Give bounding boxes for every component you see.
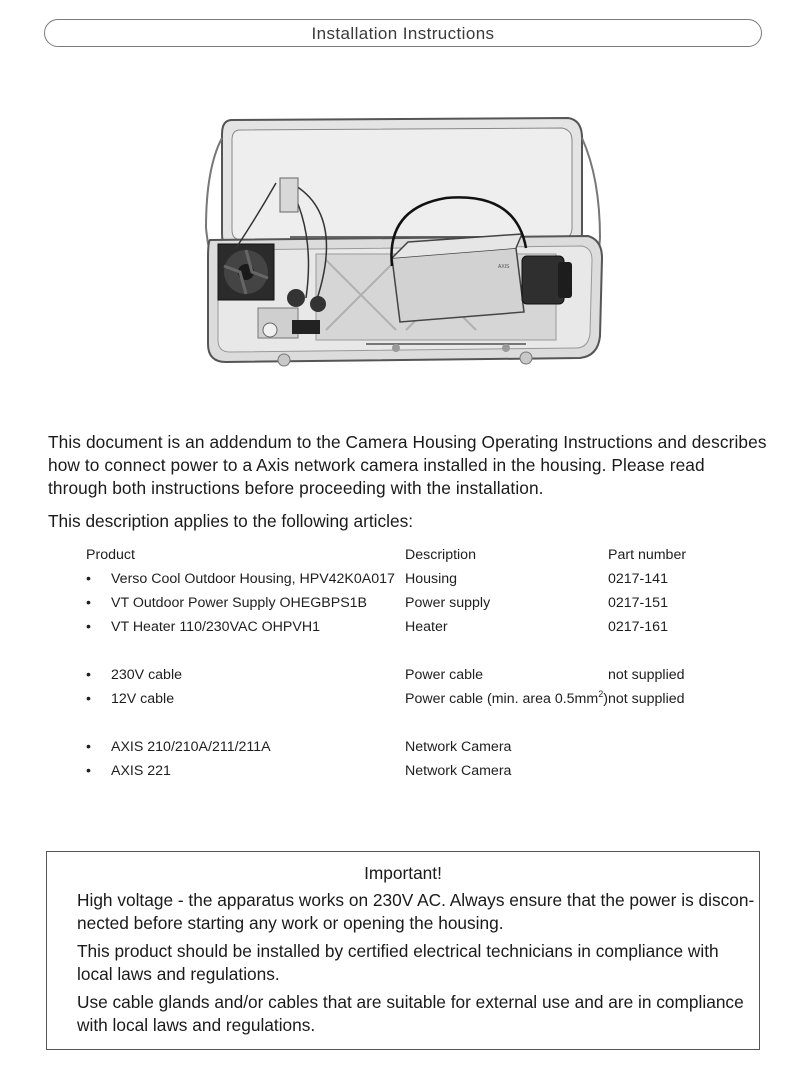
- articles-header-row: [86, 544, 726, 568]
- table-row: [86, 568, 726, 592]
- bullet: •: [86, 691, 91, 707]
- part-number: 0217-151: [608, 595, 668, 611]
- header-product: Product: [86, 547, 135, 563]
- product-description: Power supply: [405, 595, 491, 611]
- bullet: •: [86, 571, 91, 587]
- product-name: Verso Cool Outdoor Housing, HPV42K0A017: [111, 571, 395, 587]
- camera-housing-photo: [196, 108, 608, 374]
- applies-text: This description applies to the following articles:: [48, 511, 414, 531]
- important-notice-box: [46, 851, 760, 1050]
- bullet: •: [86, 739, 91, 755]
- product-description: Network Camera: [405, 739, 512, 755]
- part-number: 0217-141: [608, 571, 668, 587]
- product-name: VT Outdoor Power Supply OHEGBPS1B: [111, 595, 368, 611]
- table-row: [86, 592, 726, 616]
- product-description: Heater: [405, 619, 448, 635]
- table-row: [86, 688, 726, 712]
- articles-table: [86, 544, 726, 784]
- intro-paragraph: This document is an addendum to the Camera Housing Operating Instructions and describes how to connect power to a Axis network camera installed in the housing. Please read through both instructions before proceeding with the installation.: [48, 432, 767, 498]
- product-description: Power cable (min. area $0.5mm^2$): [405, 689, 608, 707]
- header-part-number: Part number: [608, 547, 687, 563]
- important-paragraph-voltage: High voltage - the apparatus works on 230V AC. Always ensure that the power is discon-nected before starting any work or opening the housing.: [77, 890, 755, 933]
- product-name: 230V cable: [111, 667, 182, 683]
- header-description: Description: [405, 547, 476, 563]
- important-paragraph-cables: Use cable glands and/or cables that are suitable for external use and are in compliance with local laws and regulations.: [77, 992, 744, 1035]
- bullet: •: [86, 619, 91, 635]
- header-title: Installation Instructions: [44, 19, 762, 47]
- part-number: not supplied: [608, 667, 685, 683]
- product-name: VT Heater 110/230VAC OHPVH1: [111, 619, 320, 635]
- part-number: not supplied: [608, 691, 685, 707]
- part-number: 0217-161: [608, 619, 668, 635]
- bullet: •: [86, 667, 91, 683]
- product-description: Network Camera: [405, 763, 512, 779]
- bullet: •: [86, 595, 91, 611]
- product-name: AXIS 210/210A/211/211A: [111, 739, 271, 755]
- camera-brand-label: AXIS: [498, 264, 510, 270]
- product-description: Housing: [405, 571, 458, 587]
- table-row: [86, 736, 726, 760]
- product-name: AXIS 221: [111, 763, 171, 779]
- important-paragraph-technicians: This product should be installed by certified electrical technicians in compliance with local laws and regulations.: [77, 941, 719, 984]
- table-row: [86, 664, 726, 688]
- product-name: 12V cable: [111, 691, 175, 707]
- bullet: •: [86, 763, 91, 779]
- product-description: Power cable: [405, 667, 484, 683]
- table-row: [86, 760, 726, 784]
- important-title: Important!: [364, 863, 442, 883]
- table-row: [86, 616, 726, 640]
